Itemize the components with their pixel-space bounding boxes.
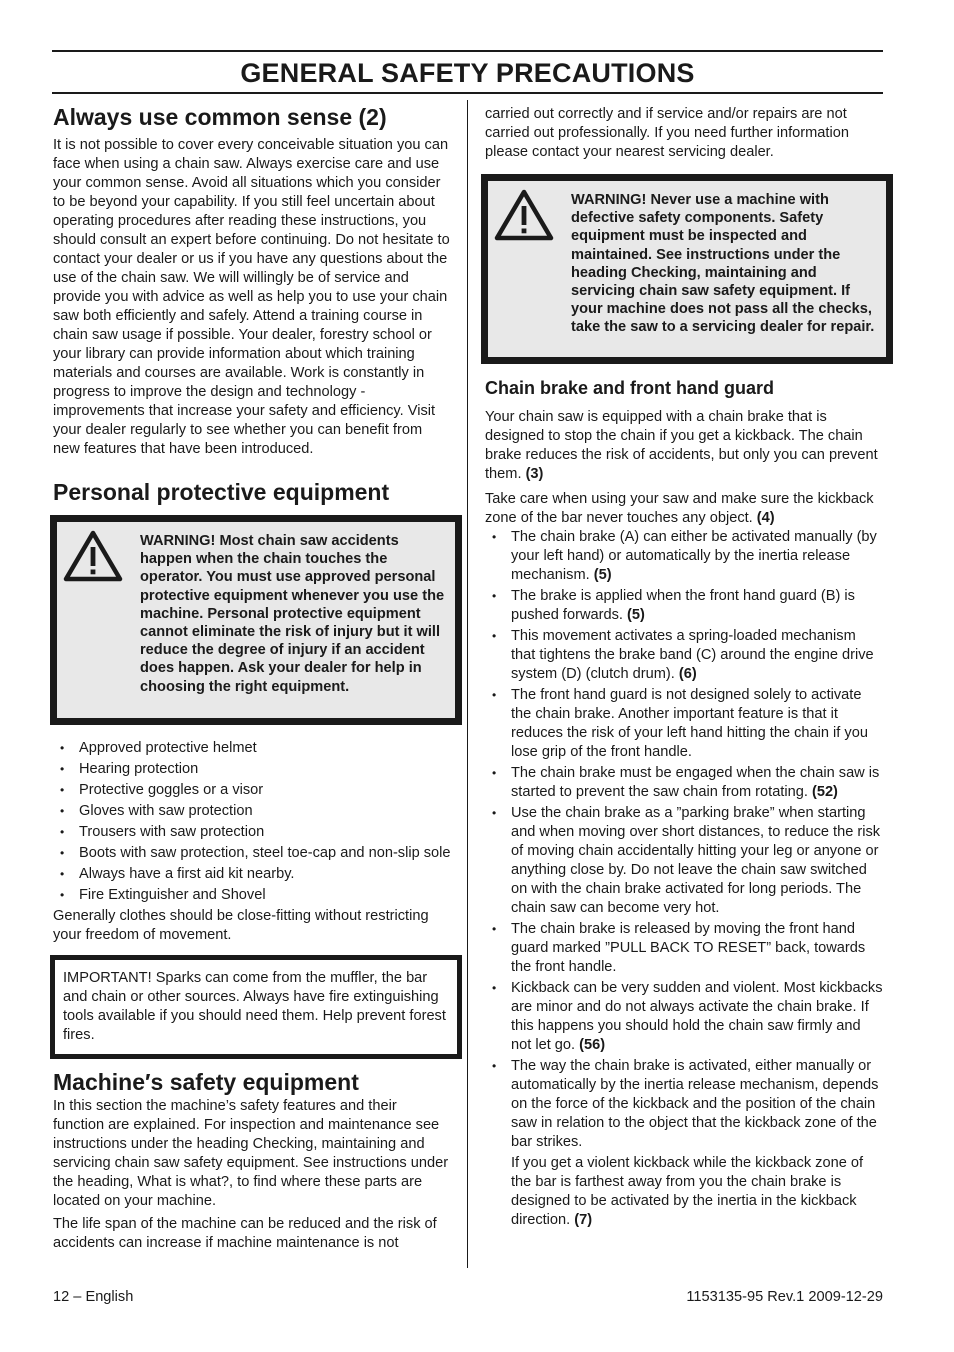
list-item: • Trousers with saw protection [53,823,451,842]
section-heading-common-sense: Always use common sense (2) [53,104,387,130]
list-item: • The front hand guard is not designed solely to activate the chain brake. Another important feature is that it reduces the risk of your left hand hitting the chain if you lose grip of the front handle. [485,686,883,762]
list-item: • Approved protective helmet [53,739,451,758]
page-number: 12 – English [53,1289,134,1305]
list-item: • Hearing protection [53,760,451,779]
figure-ref: (5) [627,607,645,623]
machine-warning-text: WARNING! Never use a machine with defective safety components. Safety equipment must be inspected and maintained. See instructions under the heading Checking, maintaining and servicing chain saw safety equipment. If your machine does not pass all the checks, take the saw to a servicing dealer for repair. [571,192,875,336]
left-column [53,102,451,1253]
figure-ref: (56) [579,1037,606,1053]
chain-brake-care: Take care when using your saw and make sure the kickback zone of the bar never touches any object. (4) [485,491,874,526]
chain-brake-list [485,528,883,1152]
machine-safety-body: In this section the machine’s safety features and their function are explained. For inspection and maintenance see instructions under the heading Checking, maintaining and servicing chain saw safety equipment. See instructions under the heading, What is what?, to find where these parts are located on your machine. [53,1098,449,1209]
list-item: • The chain brake is released by moving the front hand guard marked ”PULL BACK TO RESET” back, towards the front handle. [485,920,883,977]
machine-warning-box [481,174,893,364]
warning-triangle-icon [63,530,123,582]
list-item: • The chain brake (A) can either be activated manually (by your left hand) or automatically by the inertia release mechanism. (5) [485,528,883,585]
list-item: • Gloves with saw protection [53,802,451,821]
list-item: • Use the chain brake as a ”parking brake” when starting and when moving over short distances, to reduce the risk of moving chain accidentally hitting your leg or anyone or anything close by. Do not leave the chain saw switched on with the chain brake activated for long periods. The chain saw can become very hot. [485,804,883,918]
list-item: • Fire Extinguisher and Shovel [53,886,451,905]
page-title: GENERAL SAFETY PRECAUTIONS [240,58,695,88]
figure-ref: (3) [525,466,544,482]
figure-ref: (6) [678,666,697,682]
document-id: 1153135-95 Rev.1 2009-12-29 [686,1289,883,1305]
page-header [52,50,883,94]
list-item: • Always have a first aid kit nearby. [53,865,451,884]
important-text: IMPORTANT! Sparks can come from the muffler, the bar and chain or other sources. Always have fire extinguishing tools available if you should need them. Help prevent forest fires. [63,970,446,1043]
clothes-note: Generally clothes should be close-fitting without restricting your freedom of movement. [53,908,429,943]
right-column [485,102,883,1230]
list-item: • The brake is applied when the front hand guard (B) is pushed forwards. (5) [485,587,883,625]
column-divider [467,100,468,1268]
common-sense-body: It is not possible to cover every conceivable situation you can face when using a chain saw. Always exercise care and use your common sense. Avoid all situations which you consider to be beyond your capability. If you still feel uncertain about operating procedures after reading these instructions, you should consult an expert before continuing. Do not hesitate to contact your dealer or us if you have any questions about the use of the chain saw. We will willingly be of service and provide you with advice as well as help you to use your chain saw both efficiently and safely. Attend a training course in chain saw usage if possible. Your dealer, forestry school or your library can provide information about which training materials and courses are available. Work is constantly in progress to improve the design and technology - improvements that increase your safety and efficiency. Visit your dealer regularly to see whether you can benefit from new features that have been introduced. [53,137,450,457]
figure-ref: (4) [756,510,775,526]
figure-ref: (7) [574,1212,593,1228]
section-heading-chain-brake: Chain brake and front hand guard [485,378,775,398]
continued-text: carried out correctly and if service and/or repairs are not carried out professionally. If you need further information please contact your nearest servicing dealer. [485,106,849,160]
ppe-warning-text: WARNING! Most chain saw accidents happen when the chain touches the operator. You must use approved personal protective equipment whenever you use the machine. Personal protective equipment cannot eliminate the risk of injury but it will reduce the degree of injury if an accident does happen. Ask your dealer for help in choosing the right equipment. [140,533,445,695]
chain-brake-intro: Your chain saw is equipped with a chain brake that is designed to stop the chain if you get a kickback. The chain brake reduces the risk of accidents, but only you can prevent them. (3) [485,409,878,482]
kickback-sub-paragraph: If you get a violent kickback while the kickback zone of the bar is farthest away from you the chain brake is designed to be activated by the inertia in the kickback direction. (7) [511,1155,864,1228]
list-item: • Protective goggles or a visor [53,781,451,800]
figure-ref: (52) [811,784,838,800]
list-item: • This movement activates a spring-loaded mechanism that tightens the brake band (C) around the engine drive system (D) (clutch drum). (6) [485,627,883,684]
list-item: • Kickback can be very sudden and violent. Most kickbacks are minor and do not always activate the chain brake. If this happens you should hold the chain saw firmly and not let go. (56) [485,979,883,1055]
section-heading-machine-safety: Machine′s safety equipment [53,1069,359,1095]
figure-ref: (5) [593,567,612,583]
warning-triangle-icon [494,189,554,241]
important-box [50,955,462,1059]
ppe-warning-box [50,515,462,725]
list-item: • Boots with saw protection, steel toe-cap and non-slip sole [53,844,451,863]
ppe-list [53,739,451,905]
section-heading-ppe: Personal protective equipment [53,479,390,505]
machine-safety-body-continued: The life span of the machine can be reduced and the risk of accidents can increase if machine maintenance is not [53,1216,437,1251]
list-item: • The chain brake must be engaged when the chain saw is started to prevent the saw chain from rotating. (52) [485,764,883,802]
list-item: • The way the chain brake is activated, either manually or automatically by the inertia release mechanism, depends on the force of the kickback and the position of the chain saw in relation to the object that the kickback zone of the bar strikes. [485,1057,883,1152]
